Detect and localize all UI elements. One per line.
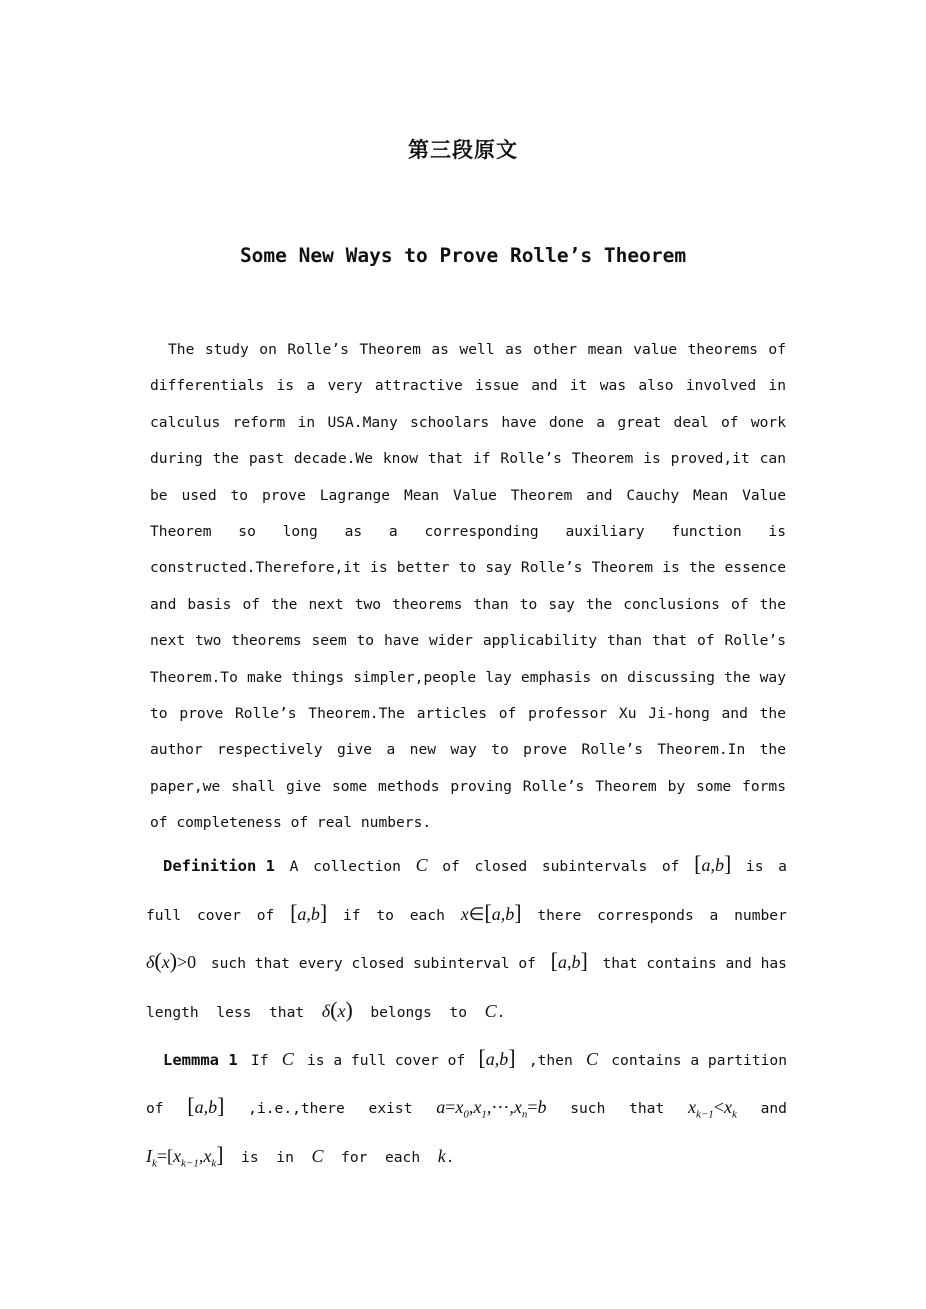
definition-line-4: length less that δ(x) belongs to C.: [146, 997, 506, 1022]
definition-line-1: Definition 1 A collection C of closed subintervals of [a,b] is a: [163, 851, 787, 876]
lemma-label: Lemmma 1: [163, 1051, 238, 1069]
definition-label: Definition 1: [163, 857, 275, 875]
paper-title: Some New Ways to Prove Rolle’s Theorem: [239, 244, 687, 267]
section-heading: 第三段原文: [408, 138, 518, 162]
definition-line-3: δ(x)>0 such that every closed subinterval of [a,b] that contains and has: [146, 948, 787, 973]
lemma-line-3: $I_k=[x_{k-1},x_k]$ is in C for each k.: [146, 1142, 455, 1170]
definition-line-2: full cover of [a,b] if to each x∈[a,b] there corresponds a number: [146, 900, 787, 925]
lemma-line-1: Lemmma 1 If C is a full cover of [a,b] ,then C contains a partition: [163, 1045, 787, 1070]
abstract-paragraph: The study on Rolle’s Theorem as well as other mean value theorems of differentials is a very attractive issue and it was also involved in calculus reform in USA.Many schoolars have done a great deal of work during the past decade.We know that if Rolle’s Theorem is proved,it can be used to prove Lagrange Mean Value Theorem and Cauchy Mean Value Theorem so long as a corresponding auxiliary function is constructed.Therefore,it is better to say Rolle’s Theorem is the essence and basis of the next two theorems than to say the conclusions of the next two theorems seem to have wider applicability than that of Rolle’s Theorem.To make things simpler,people lay emphasis on discussing the way to prove Rolle’s Theorem.The articles of professor Xu Ji-hong and the author respectively give a new way to prove Rolle’s Theorem.In the paper,we shall give some methods proving Rolle’s Theorem by some forms of completeness of real numbers.: [150, 341, 786, 832]
lemma-line-2: of [a,b] ,i.e.,there exist $a=x_0,x_1,\cdots,x_n=b$ such that $x_{k-1}<x_k$ and: [146, 1093, 787, 1121]
